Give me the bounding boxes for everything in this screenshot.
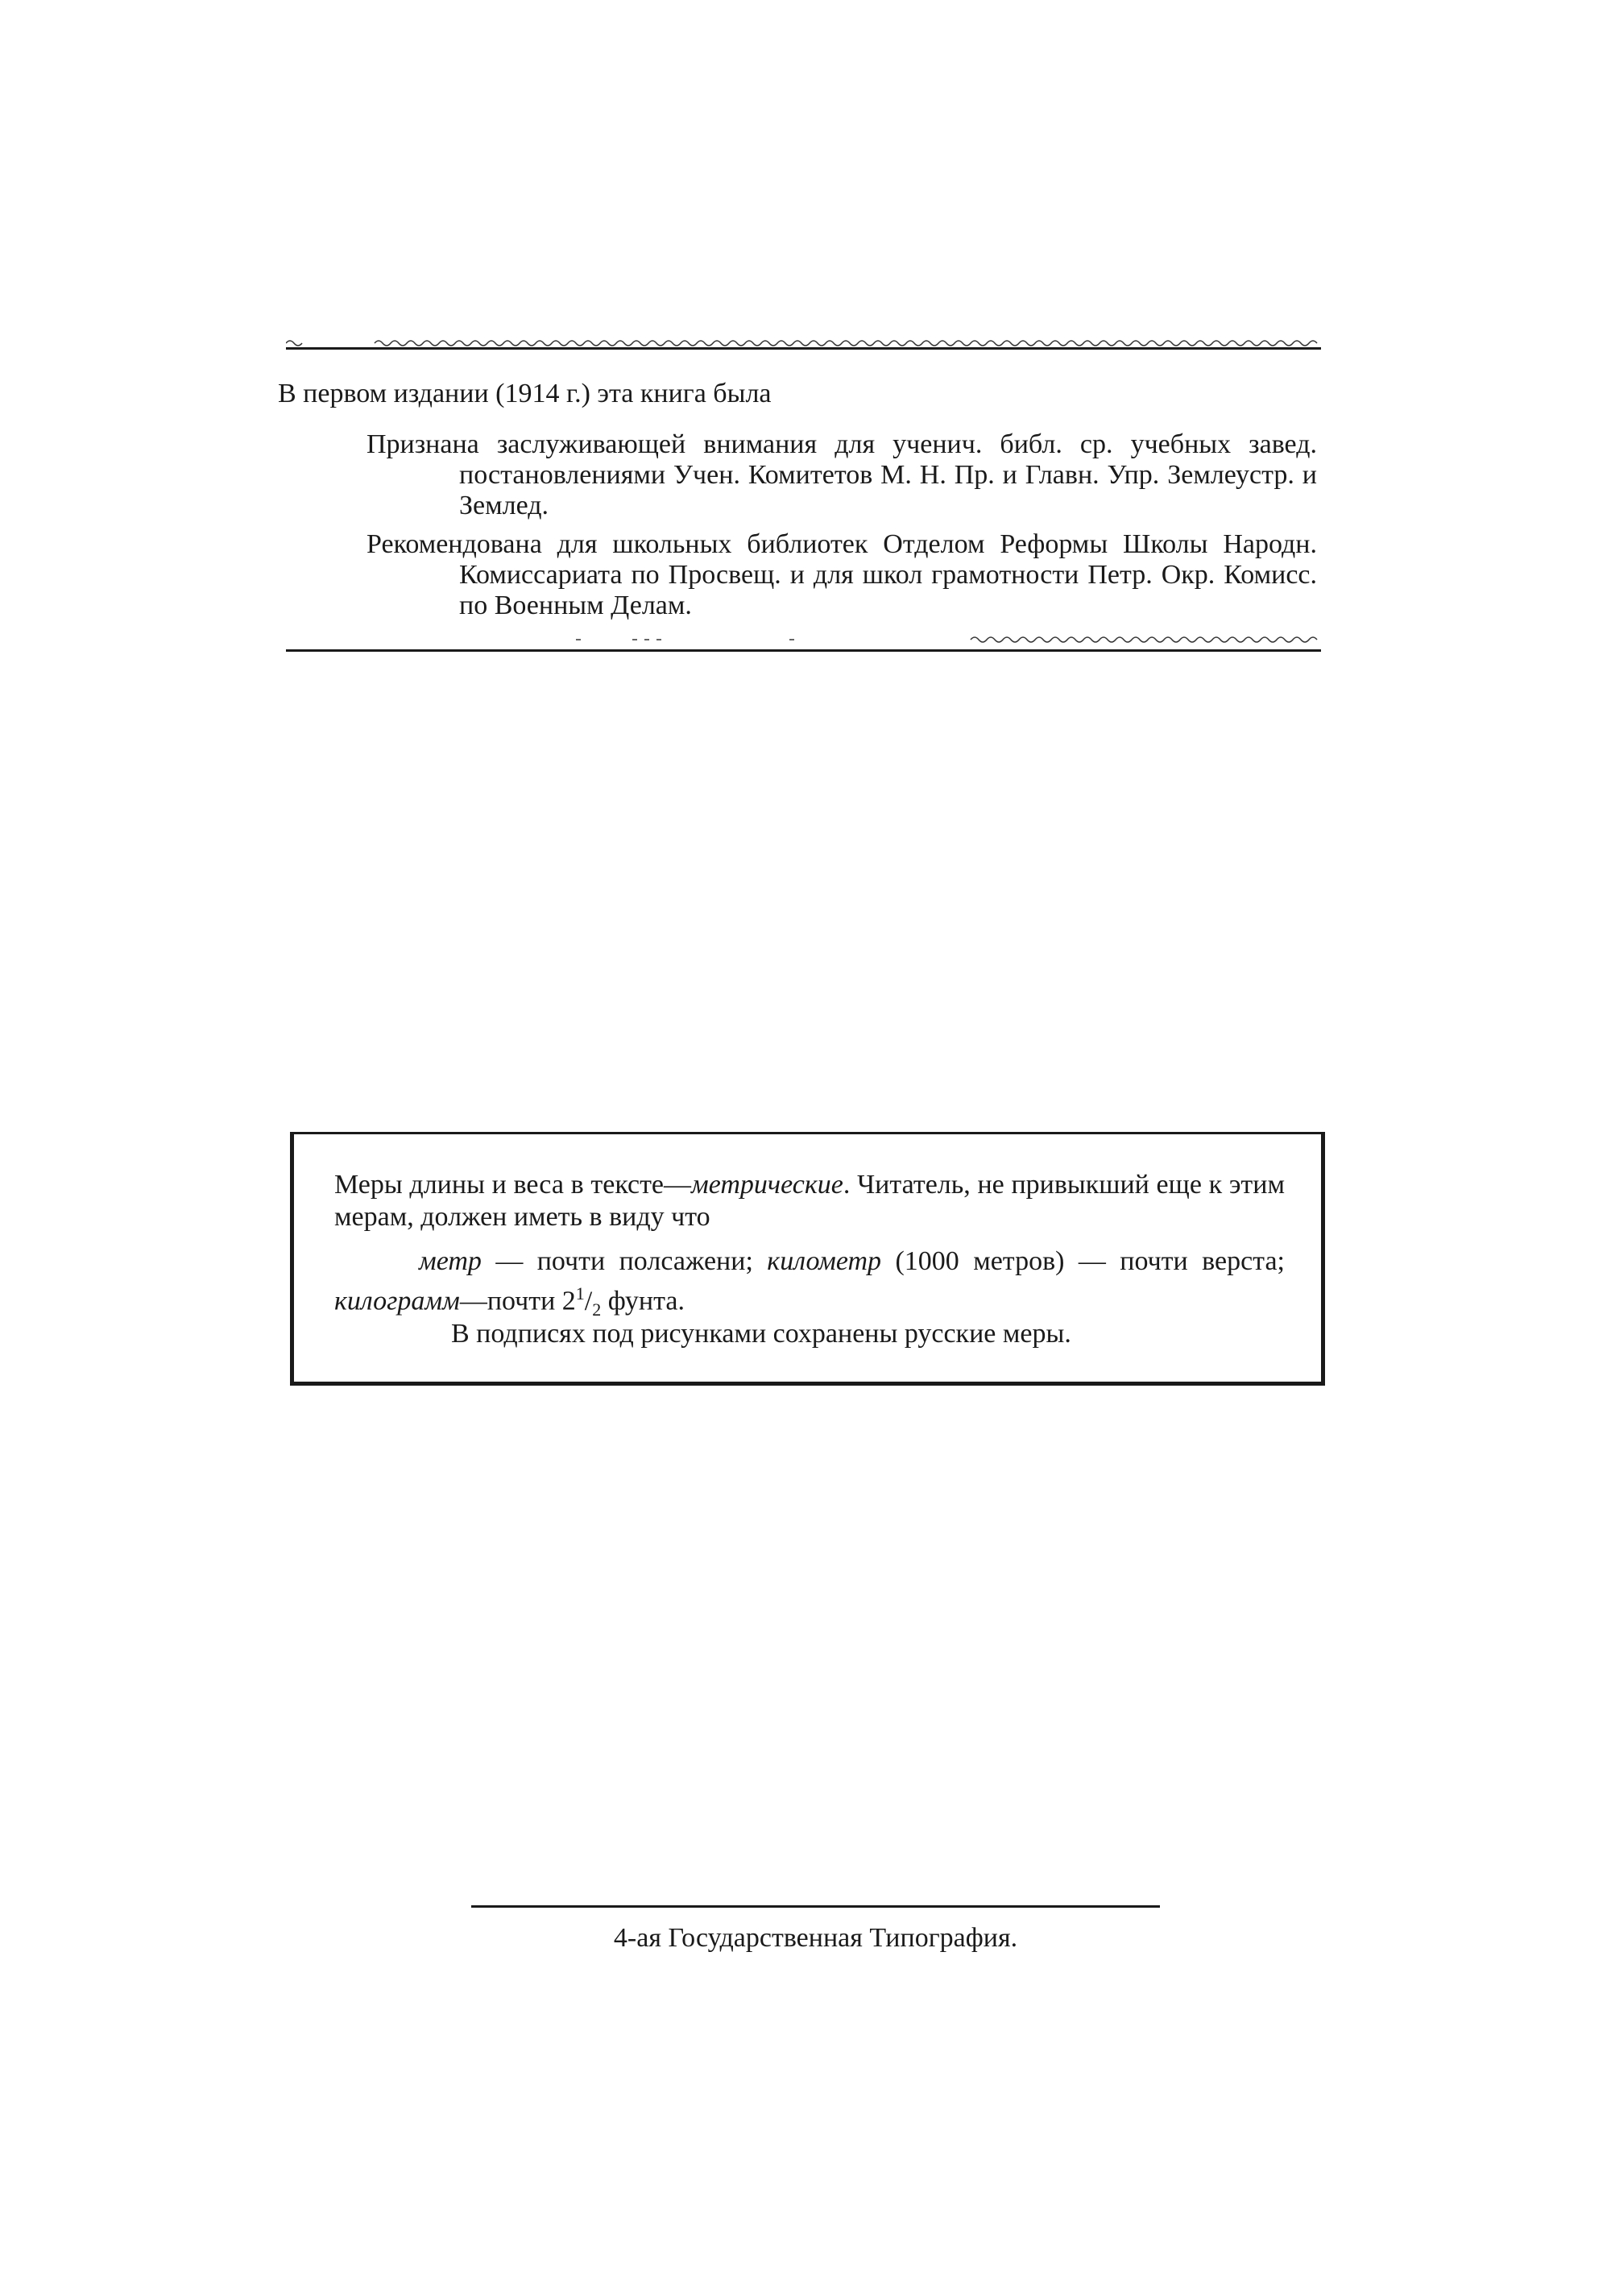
top-rule xyxy=(286,347,1321,350)
term-kilogram: килограмм xyxy=(334,1286,460,1316)
term-kilometre: километр xyxy=(767,1246,882,1276)
printer-imprint: 4-ая Государственная Типография. xyxy=(613,1923,1018,1953)
notice-text: —почти 2 xyxy=(459,1286,576,1316)
edition-intro: В первом издании (1914 г.) эта книга была xyxy=(278,379,772,408)
bottom-rule xyxy=(286,649,1321,652)
notice-paragraph-2 xyxy=(334,1245,1285,1326)
notice-paragraph-1 xyxy=(334,1169,1285,1233)
footer-rule xyxy=(471,1905,1160,1908)
top-squiggle-ornament xyxy=(286,337,1321,348)
notice-text: Меры длины и веса в тексте— xyxy=(334,1170,692,1200)
metric-units-notice xyxy=(290,1132,1325,1386)
notice-text: фунта. xyxy=(601,1286,685,1316)
term-metre: метр xyxy=(419,1246,482,1276)
approval-entry-2: Рекомендована для школьных библиотек Отделом Реформы Школы Народн. Комиссариата по Просвещ. и для школ грамотности Петр. Окр. Комисс. по Военным Делам. xyxy=(367,529,1317,620)
notice-paragraph-3: В подписях под рисунками сохранены русские меры. xyxy=(451,1319,1071,1349)
fraction-numerator: 1 xyxy=(575,1283,585,1303)
bottom-squiggle-ornament xyxy=(286,633,1321,644)
term-metric: метрические xyxy=(691,1170,843,1200)
notice-text: . Читатель, не привыкший еще к этим мерам, должен иметь в виду что xyxy=(334,1170,1285,1232)
notice-text: — почти полсажени; xyxy=(481,1246,768,1276)
fraction-slash: / xyxy=(584,1286,593,1316)
approval-entry-1: Признана заслуживающей внимания для ученич. библ. ср. учебных завед. постановлениями Учен. Комитетов М. Н. Пр. и Главн. Упр. Землеустр. и Землед. xyxy=(367,429,1317,520)
fraction-denominator: 2 xyxy=(592,1299,602,1320)
notice-text: (1000 метров) — почти верста; xyxy=(881,1246,1285,1276)
